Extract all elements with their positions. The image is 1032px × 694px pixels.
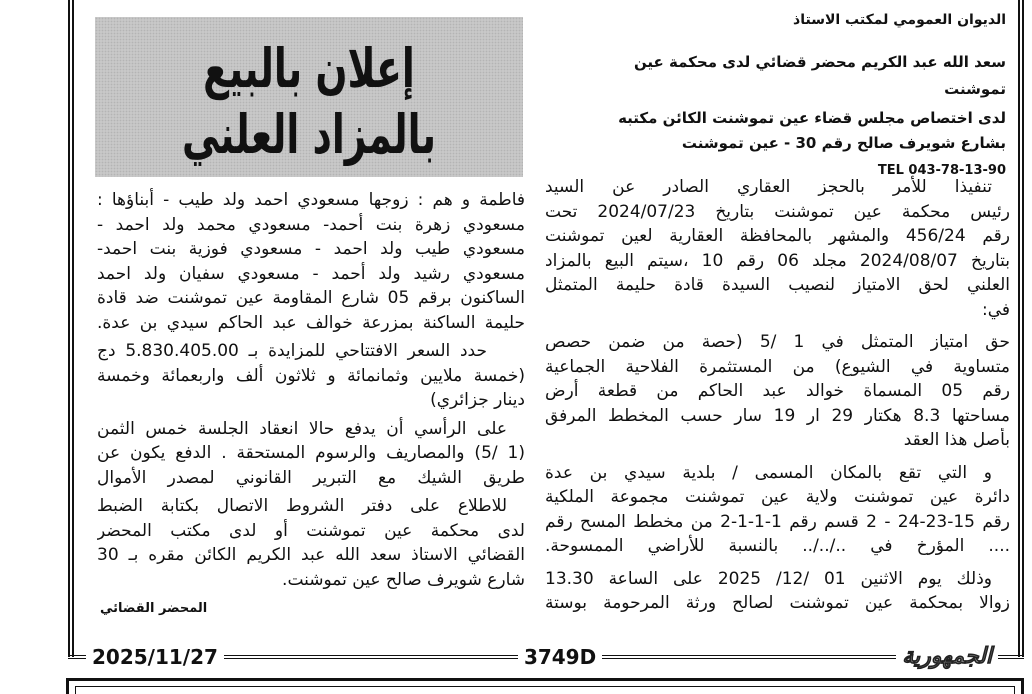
left-column-line: (1 /5) والمصاريف والرسوم المستحقة . الدفع يكون عن: [97, 443, 525, 463]
left-column-line: (خمسة ملايين وثمانمائة و ثلاثون ألف واربعمائة وخمسة: [97, 365, 525, 386]
left-column-line: حدد السعر الافتتاحي للمزايدة بـ 5.830.405.00 دج: [97, 341, 487, 361]
right-column-line: .... المؤرخ في ../../.. بالنسبة للأراضي الممسوحة.: [545, 536, 1010, 556]
announcement-title-line: إعلان بالبيع: [203, 36, 415, 100]
jurisdiction-line: لدى اختصاص مجلس قضاء عين تموشنت الكائن مكتبه: [618, 109, 1006, 127]
bailiff-signature: المحضر القضائي: [100, 601, 208, 616]
right-column-line: العلني لحق الامتياز لنصيب السيدة قادة حليمة المتمثل: [545, 275, 1010, 295]
footer-rule: [224, 655, 518, 659]
right-column-line: متساوية في الشيوع) من المستثمرة الفلاحية الجماعية: [545, 356, 1010, 377]
left-column-line: على الرأسي أن يدفع حالا انعقاد الجلسة خمس الثمن: [97, 418, 507, 439]
left-column-line: لدى محكمة عين تموشنت أو لدى مكتب المحضر: [97, 520, 525, 541]
left-column-line: طريق الشيك مع التبرير القانوني لمصدر الأموال: [97, 467, 525, 488]
left-column-line: مسعودي زهرة بنت أحمد- مسعودي محمد ولد احمد -: [97, 214, 525, 235]
left-column: [97, 188, 525, 592]
right-column-line: رئيس محكمة عين تموشنت بتاريخ 2024/07/23 تحت: [545, 201, 1010, 222]
right-column-line: رقم 456/24 والمشهر بالمحافظة العقارية لعين تموشنت: [545, 226, 1010, 246]
right-column-line: رقم 05 المسماة خوالد عبد الحاكم من قطعة أرض: [545, 381, 1010, 401]
right-column-line: بتاريخ 2024/08/07 مجلد 06 رقم 10 ،سيتم البيع بالمزاد: [545, 250, 1010, 271]
telephone-line: TEL 043-78-13-90: [877, 163, 1006, 178]
announcement-title-box: [95, 17, 523, 177]
footer-rule: [602, 655, 896, 659]
bailiff-name-line: تموشنت: [944, 80, 1006, 98]
left-column-line: الساكنون برقم 05 شارع المقاومة عين تموشنت ضد قادة: [97, 288, 525, 308]
right-column-line: حق امتياز المتمثل في 1 /5 (حصة من ضمن حصص: [545, 332, 1010, 352]
right-column-line: و التي تقع بالمكان المسمى / بلدية سيدي بن عدة: [545, 462, 992, 483]
right-column-line: مساحتها 8.3 هكتار 29 ار 19 سار حسب المخطط المرفق: [545, 405, 1010, 426]
left-column-line: مسعودي طيب ولد احمد - مسعودي فوزية بنت احمد-: [97, 239, 525, 259]
right-column-line: وذلك يوم الاثنين 01 /12/ 2025 على الساعة 13.30: [545, 568, 992, 589]
ad-code: 3749D: [523, 645, 597, 669]
right-column-line: بأصل هذا العقد: [903, 430, 1010, 450]
issue-date: 2025/11/27: [92, 645, 218, 669]
left-column-line: مسعودي رشيد ولد أحمد - مسعودي سفيان ولد احمد: [97, 263, 525, 284]
bailiff-header: [536, 0, 1006, 182]
right-column-line: تنفيذا للأمر بالحجز العقاري الصادر عن السيد: [545, 177, 992, 197]
next-article-inner-frame: [75, 686, 1015, 694]
left-column-line: دينار جزائري): [430, 390, 525, 410]
office-title: الديوان العمومي لمكتب الاستاذ: [793, 12, 1006, 28]
newspaper-logo: الجمهورية: [902, 644, 992, 669]
next-article-frame: [66, 678, 1024, 694]
page-footer: [68, 646, 1024, 668]
footer-rule: [68, 655, 86, 659]
right-column-line: دائرة عين تموشنت ولاية عين تموشنت مجموعة الملكية: [545, 487, 1010, 507]
right-column-line: في:: [981, 299, 1010, 320]
bailiff-name-line: سعد الله عبد الكريم محضر قضائي لدى محكمة عين: [633, 53, 1006, 71]
right-column-line: زوالا بمحكمة عين تموشنت لصالح ورثة المرحومة بوستة: [545, 593, 1010, 613]
left-column-line: شارع شويرف صالح عين تموشنت.: [282, 569, 525, 590]
left-column-line: فاطمة و هم : زوجها مسعودي احمد ولد طيب - أبناؤها :: [97, 190, 525, 210]
left-column-line: للاطلاع على دفتر الشروط الاتصال بكتابة الضبط: [97, 496, 507, 516]
announcement-title-line: بالمزاد العلني: [181, 102, 436, 166]
office-address-line: بشارع شويرف صالح رقم 30 - عين تموشنت: [681, 134, 1006, 152]
left-column-line: القضائي الاستاذ سعد الله عبد الكريم الكائن مقره بـ 30: [97, 545, 525, 565]
left-column-line: حليمة الساكنة بمزرعة خوالف عبد الحاكم سيدي بن عدة.: [97, 312, 525, 333]
footer-rule: [998, 655, 1024, 659]
right-column: [545, 175, 1010, 616]
right-column-line: رقم 15-23-24 - 2 قسم رقم 1-1-1-2 من مخطط المسح رقم: [545, 511, 1010, 532]
